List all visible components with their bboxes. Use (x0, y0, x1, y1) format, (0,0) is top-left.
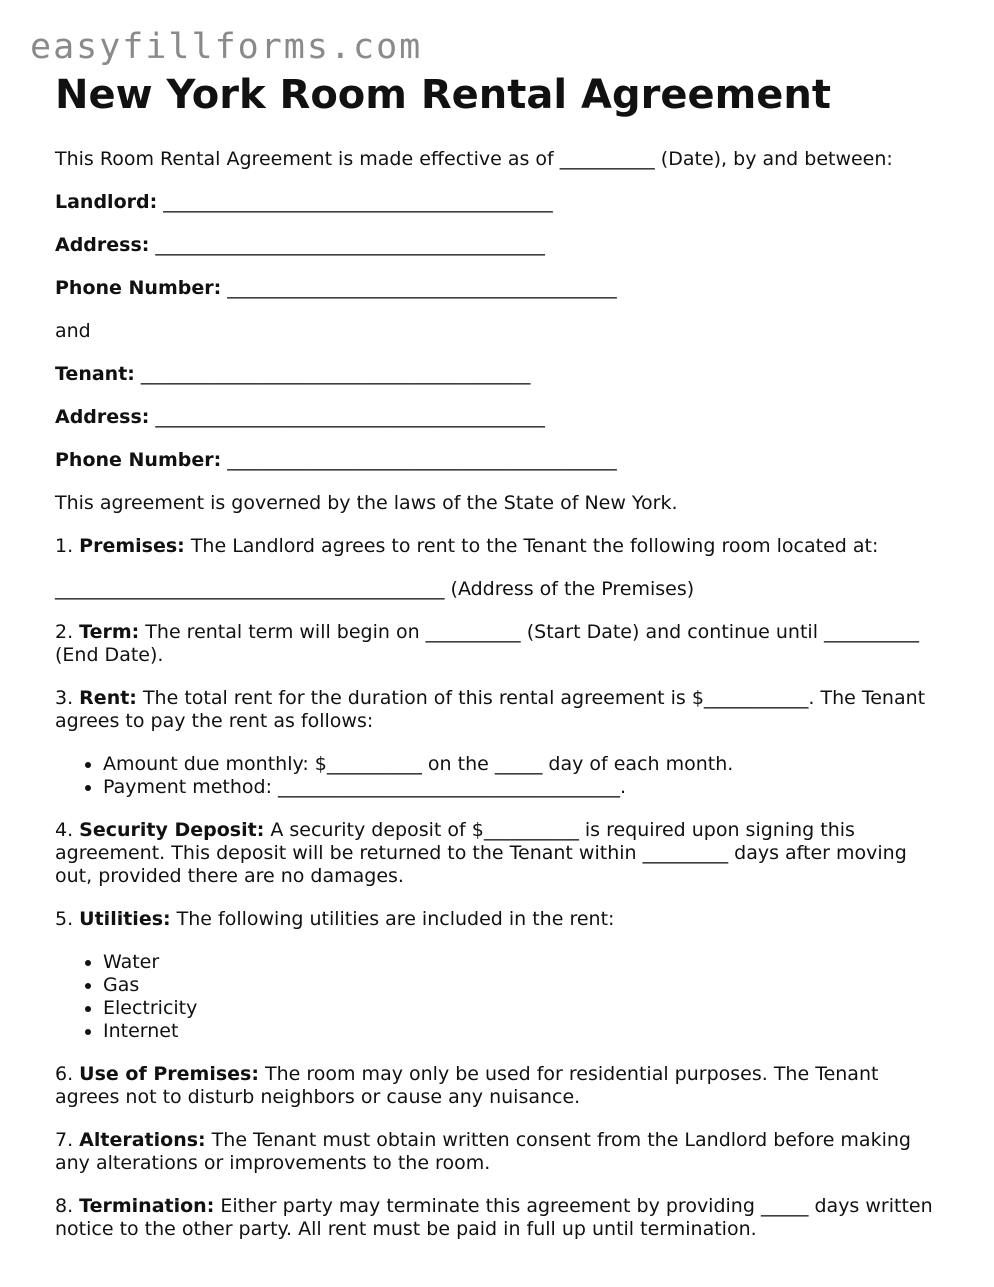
landlord-phone-line (55, 277, 945, 300)
section-term (55, 621, 945, 667)
list-item: • Electricity (103, 997, 945, 1020)
section-number: 4. (55, 819, 80, 841)
section-alterations (55, 1129, 945, 1175)
section-heading: Termination: (79, 1195, 215, 1217)
section-text: The Landlord agrees to rent to the Tenant the following room located at: (184, 535, 879, 557)
premises-address-line: _________________________________________ (Address of the Premises) (55, 578, 695, 600)
tenant-address-label: Address: (55, 406, 150, 428)
landlord-phone-blank: _________________________________________ (221, 277, 617, 299)
tenant-phone-line (55, 449, 945, 472)
landlord-phone-label: Phone Number: (55, 277, 222, 299)
section-security-deposit (55, 819, 945, 888)
tenant-phone-blank: _________________________________________ (221, 449, 617, 471)
section-number: 5. (55, 908, 80, 930)
section-number: 1. (55, 535, 80, 557)
landlord-address-blank: _________________________________________ (149, 234, 545, 256)
list-item: • Internet (103, 1020, 945, 1043)
list-item: • Payment method: ____________________________________. (103, 776, 945, 799)
section-premises (55, 535, 945, 558)
page-title: New York Room Rental Agreement (55, 72, 832, 118)
tenant-address-blank: _________________________________________ (149, 406, 545, 428)
section-text: A security deposit of $__________ is required upon signing this agreement. This deposit will be returned to the Tenant within _________ days after moving out, provided there are no damages. (55, 819, 907, 887)
section-text: The following utilities are included in the rent: (170, 908, 615, 930)
section-text: The room may only be used for residential purposes. The Tenant agrees not to disturb neighbors or cause any nuisance. (55, 1063, 879, 1108)
landlord-name-blank: _________________________________________ (157, 191, 553, 213)
section-number: 6. (55, 1063, 80, 1085)
section-number: 7. (55, 1129, 80, 1151)
section-number: 8. (55, 1195, 80, 1217)
landlord-name-line (55, 191, 945, 214)
tenant-address-line (55, 406, 945, 429)
section-text: Either party may terminate this agreement by providing _____ days written notice to the other party. All rent must be paid in full up until termination. (55, 1195, 933, 1240)
list-item: • Water (103, 951, 945, 974)
section-text: The rental term will begin on __________ (Start Date) and continue until __________ (End Date). (55, 621, 920, 666)
tenant-name-line (55, 363, 945, 386)
section-heading: Use of Premises: (79, 1063, 259, 1085)
list-item: • Amount due monthly: $__________ on the _____ day of each month. (103, 753, 945, 776)
intro-paragraph: This Room Rental Agreement is made effective as of __________ (Date), by and between: (55, 148, 893, 170)
section-rent (55, 687, 945, 733)
section-text: The Tenant must obtain written consent from the Landlord before making any alterations or improvements to the room. (55, 1129, 911, 1174)
tenant-name-blank: _________________________________________ (134, 363, 531, 385)
section-heading: Premises: (79, 535, 185, 557)
watermark: easyfillforms.com (30, 27, 423, 67)
section-number: 2. (55, 621, 80, 643)
section-heading: Utilities: (79, 908, 171, 930)
landlord-address-line (55, 234, 945, 257)
section-number: 3. (55, 687, 80, 709)
landlord-address-label: Address: (55, 234, 150, 256)
section-utilities (55, 908, 945, 931)
and-text: and (55, 320, 91, 342)
document-page (55, 72, 945, 1261)
section-termination (55, 1195, 945, 1241)
section-heading: Alterations: (79, 1129, 206, 1151)
tenant-phone-label: Phone Number: (55, 449, 222, 471)
section-heading: Term: (79, 621, 140, 643)
list-item: • Gas (103, 974, 945, 997)
tenant-name-label: Tenant: (55, 363, 135, 385)
section-use-of-premises (55, 1063, 945, 1109)
utilities-list (55, 951, 945, 1043)
section-heading: Security Deposit: (79, 819, 265, 841)
rent-terms-list (55, 753, 945, 799)
section-text: The total rent for the duration of this rental agreement is $___________. The Tenant agrees to pay the rent as follows: (55, 687, 926, 732)
section-heading: Rent: (79, 687, 137, 709)
landlord-name-label: Landlord: (55, 191, 158, 213)
governing-law: This agreement is governed by the laws of the State of New York. (55, 492, 678, 514)
